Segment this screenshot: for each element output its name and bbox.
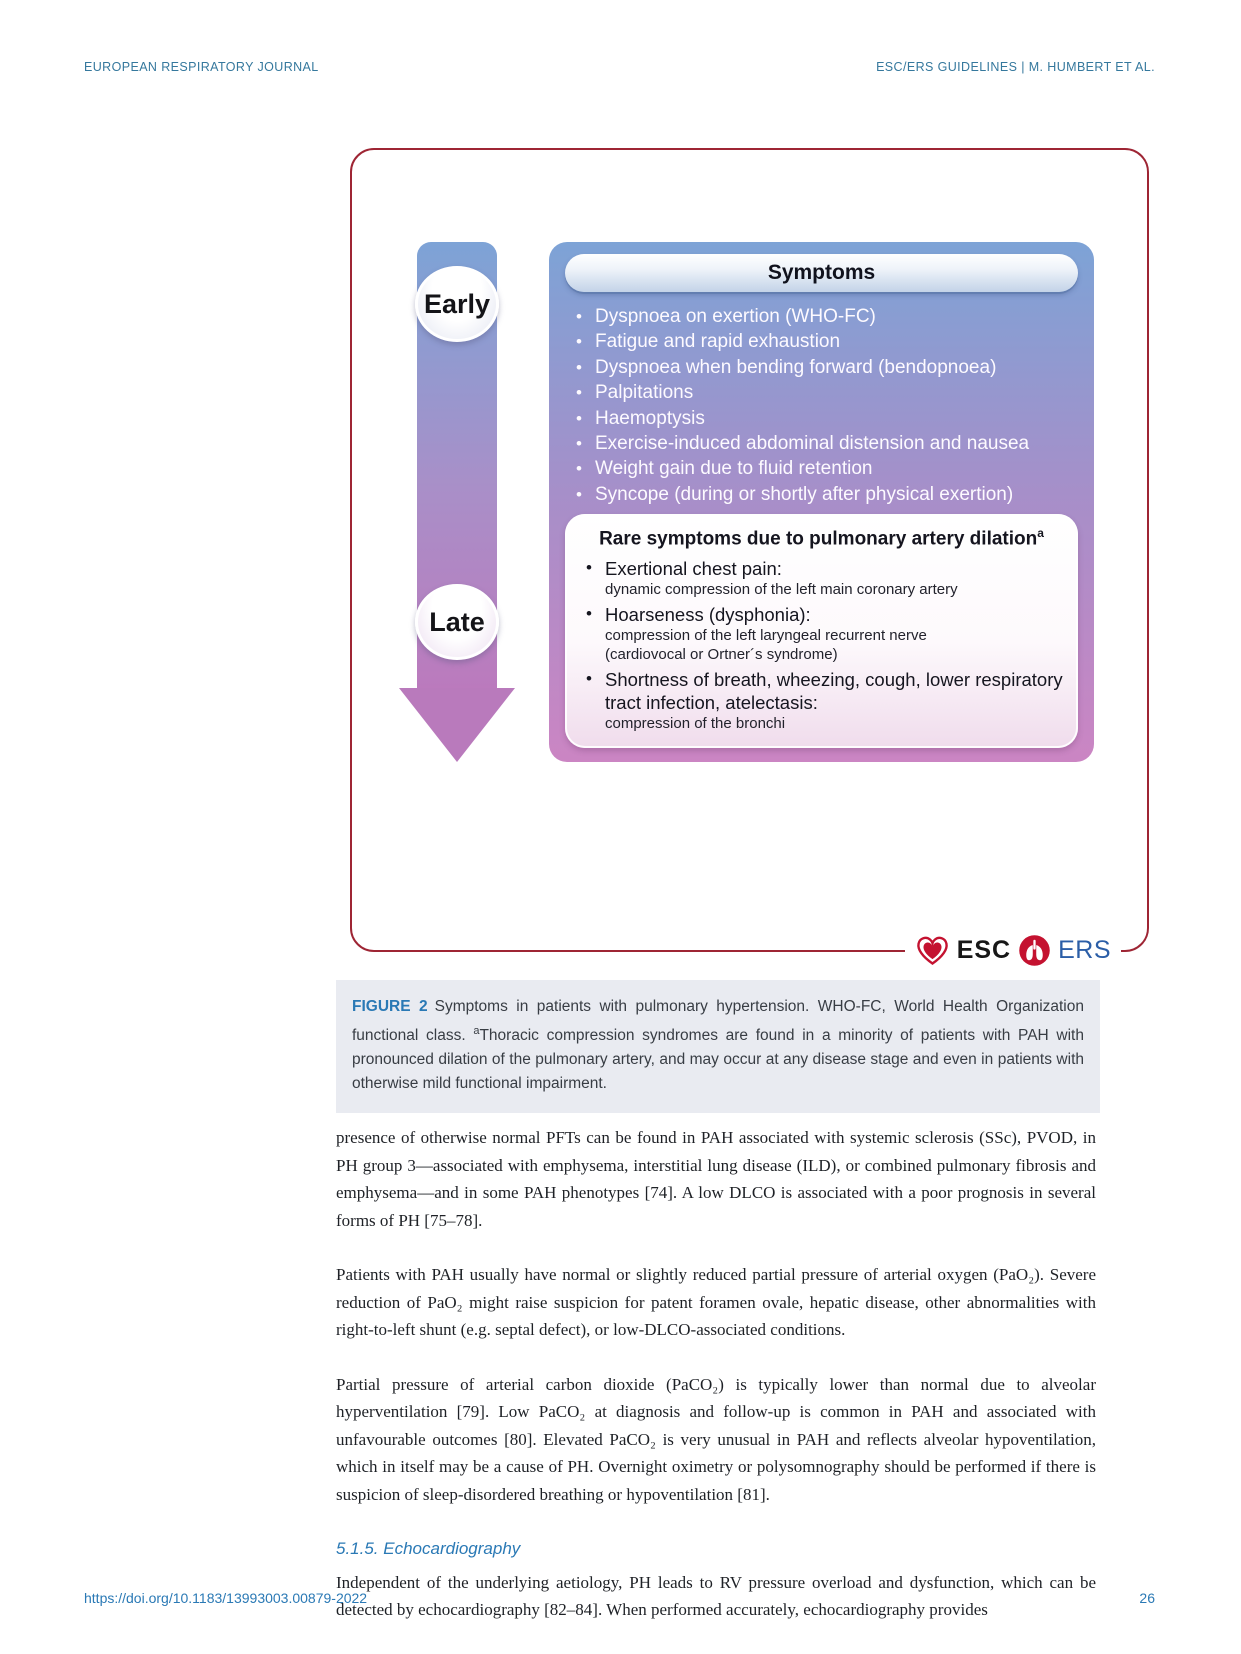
esc-ers-logos xyxy=(905,931,1121,969)
esc-logo-text: ESC xyxy=(956,936,1012,964)
symptom-item: • Syncope (during or shortly after physical exertion) xyxy=(571,482,1086,507)
symptom-item: • Weight gain due to fluid retention xyxy=(571,456,1086,481)
page-header xyxy=(84,60,1155,74)
symptom-item: • Palpitations xyxy=(571,380,1086,405)
early-stage-label: Early xyxy=(423,288,491,319)
rare-symptom-item: • Hoarseness (dysphonia): compression of the left laryngeal recurrent nerve (cardiovocal or Ortner´s syndrome) xyxy=(583,603,1064,665)
footnote-marker: a xyxy=(1037,526,1044,540)
rare-symptoms-title: Rare symptoms due to pulmonary artery dilation$^a$ xyxy=(599,526,1044,550)
symptom-item: • Haemoptysis xyxy=(571,406,1086,431)
doi-link[interactable]: https://doi.org/10.1183/13993003.00879-2022 xyxy=(84,1590,368,1606)
symptom-item: • Exercise-induced abdominal distension and nausea xyxy=(571,431,1086,456)
late-stage-label: Late xyxy=(429,606,485,637)
footnote-marker: a xyxy=(473,1025,480,1037)
ers-logo-text: ERS xyxy=(1058,936,1111,964)
page-number: 26 xyxy=(1139,1590,1155,1606)
running-head: ESC/ERS GUIDELINES | M. HUMBERT ET AL. xyxy=(876,60,1155,74)
arrow-down-icon xyxy=(399,688,515,762)
paragraph: Independent of the underlying aetiology, PH leads to RV pressure overload and dysfunction, which can be detected by echocardiography [82–84]. When performed accurately, echocardiography provides xyxy=(336,1572,1096,1619)
symptom-item: • Dyspnoea on exertion (WHO-FC) xyxy=(571,304,1086,329)
symptom-item: • Dyspnoea when bending forward (bendopnoea) xyxy=(571,355,1086,380)
symptoms-panel xyxy=(549,242,1094,762)
figure-caption-text: Thoracic compression syndromes are found in a minority of patients with PAH with pronounced dilation of the pulmonary artery, and may occur at any disease stage and even in patients with otherwise mild functional impairment. xyxy=(352,1027,1084,1093)
rare-symptoms-box xyxy=(565,514,1078,748)
symptom-item: • Fatigue and rapid exhaustion xyxy=(571,329,1086,354)
early-stage-badge xyxy=(415,266,499,342)
figure-caption xyxy=(336,980,1100,1113)
rare-symptom-item: • Shortness of breath, wheezing, cough, lower respiratory tract infection, atelectasis: compression of the bronchi xyxy=(583,668,1064,734)
article-body xyxy=(336,1124,1096,1651)
rare-symptoms-list xyxy=(579,557,1064,733)
paragraph: presence of otherwise normal PFTs can be found in PAH associated with systemic sclerosis (SSc), PVOD, in PH group 3—associated with emphysema, interstitial lung disease (ILD), or combined pulmonary fibrosis and emphysema—and in some PAH phenotypes [74]. A low DLCO is associated with a poor prognosis in several forms of PH [75–78]. xyxy=(336,1128,1096,1230)
figure-caption-text: Symptoms in patients with pulmonary hypertension. WHO-FC, World Health Organization functional class. xyxy=(352,998,1084,1045)
page-footer xyxy=(84,1590,1155,1606)
journal-name: EUROPEAN RESPIRATORY JOURNAL xyxy=(84,60,319,74)
rare-symptom-item: • Exertional chest pain: dynamic compression of the left main coronary artery xyxy=(583,557,1064,600)
paragraph: Partial pressure of arterial carbon dioxide (PaCO₂) is typically lower than normal due to alveolar hyperventilation [79]. Low PaCO₂ at diagnosis and follow-up is common in PAH and associated with unfavourable outcomes [80]. Elevated PaCO₂ is very unusual in PAH and reflects alveolar hypoventilation, which in itself may be a cause of PH. Overnight oximetry or polysomnography should be performed if there is suspicion of sleep-disordered breathing or hypoventilation [81]. xyxy=(336,1374,1096,1504)
late-stage-badge xyxy=(415,584,499,660)
symptoms-title: Symptoms xyxy=(565,254,1078,292)
figure-2-panel xyxy=(350,148,1149,964)
ers-lungs-icon xyxy=(1018,934,1051,967)
figure-caption-label: FIGURE 2 xyxy=(352,998,428,1015)
esc-heart-icon xyxy=(915,934,950,966)
section-heading: 5.1.5. Echocardiography xyxy=(336,1539,521,1558)
symptoms-list xyxy=(571,304,1086,507)
paragraph: Patients with PAH usually have normal or slightly reduced partial pressure of arterial oxygen (PaO₂). Severe reduction of PaO₂ might raise suspicion for patent foramen ovale, hepatic disease, other abnormalities with right-to-left shunt (e.g. septal defect), or low-DLCO-associated conditions. xyxy=(336,1265,1096,1339)
